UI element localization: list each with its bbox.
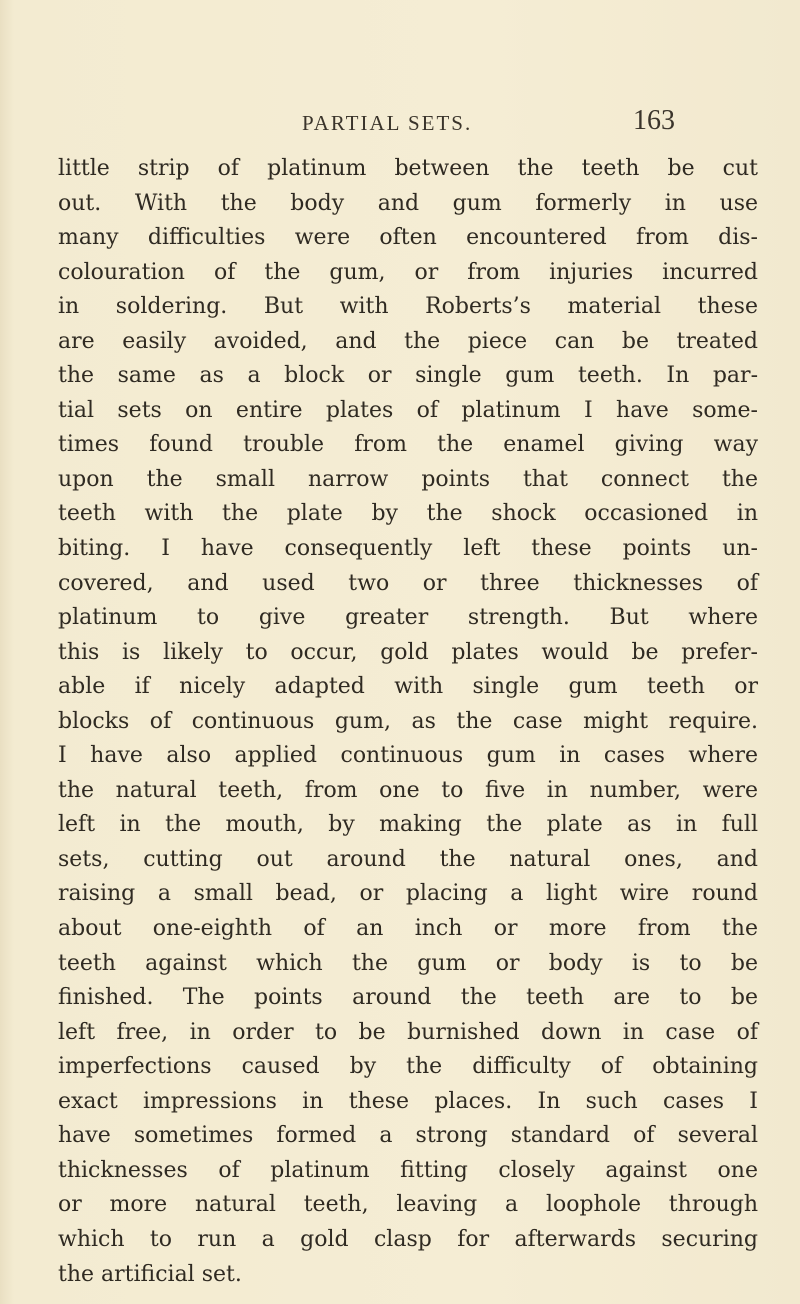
text-line: the artificial set. (58, 1261, 242, 1287)
text-line: I have also applied continuous gum in cases where (58, 743, 758, 769)
text-line: times found trouble from the enamel giving way (58, 432, 758, 458)
text-line: imperfections caused by the difficulty of obtaining (58, 1054, 758, 1080)
text-line: have sometimes formed a strong standard of several (58, 1123, 758, 1149)
text-line: blocks of continuous gum, as the case might require. (58, 708, 758, 734)
text-line: upon the small narrow points that connect the (58, 466, 758, 492)
text-line: exact impressions in these places. In such cases I (58, 1088, 758, 1114)
text-line: left in the mouth, by making the plate as in full (58, 812, 758, 838)
text-line: are easily avoided, and the piece can be treated (58, 328, 758, 354)
text-line: or more natural teeth, leaving a loophole through (58, 1192, 758, 1218)
text-line: sets, cutting out around the natural ones, and (58, 846, 758, 872)
body-text (58, 152, 758, 1292)
text-line: teeth with the plate by the shock occasioned in (58, 501, 758, 527)
page-number: 163 (633, 105, 675, 136)
text-line: which to run a gold clasp for afterwards securing (58, 1226, 758, 1252)
text-line: little strip of platinum between the teeth be cut (58, 156, 758, 181)
text-line: able if nicely adapted with single gum teeth or (58, 674, 758, 700)
text-line: the same as a block or single gum teeth. In par- (58, 363, 758, 389)
text-line: covered, and used two or three thicknesses of (58, 570, 758, 596)
text-line: biting. I have consequently left these points un- (58, 536, 758, 562)
text-line: platinum to give greater strength. But where (58, 605, 758, 631)
text-line: about one-eighth of an inch or more from the (58, 916, 758, 942)
running-head (0, 103, 800, 143)
text-line: teeth against which the gum or body is to be (58, 950, 758, 976)
text-line: left free, in order to be burnished down in case of (58, 1019, 758, 1045)
text-line: colouration of the gum, or from injuries incurred (58, 259, 758, 285)
text-line: out. With the body and gum formerly in use (58, 190, 758, 216)
text-line: the natural teeth, from one to five in number, were (58, 777, 758, 803)
text-line: thicknesses of platinum fitting closely against one (58, 1157, 758, 1183)
text-line: finished. The points around the teeth are to be (58, 985, 758, 1011)
text-line: raising a small bead, or placing a light wire round (58, 881, 758, 907)
text-line: this is likely to occur, gold plates would be prefer- (58, 639, 758, 665)
text-line: in soldering. But with Roberts’s material these (58, 294, 758, 320)
text-line: many difficulties were often encountered from dis- (58, 225, 758, 251)
text-line: tial sets on entire plates of platinum I have some- (58, 397, 758, 423)
running-head-title: PARTIAL SETS. (302, 111, 473, 135)
